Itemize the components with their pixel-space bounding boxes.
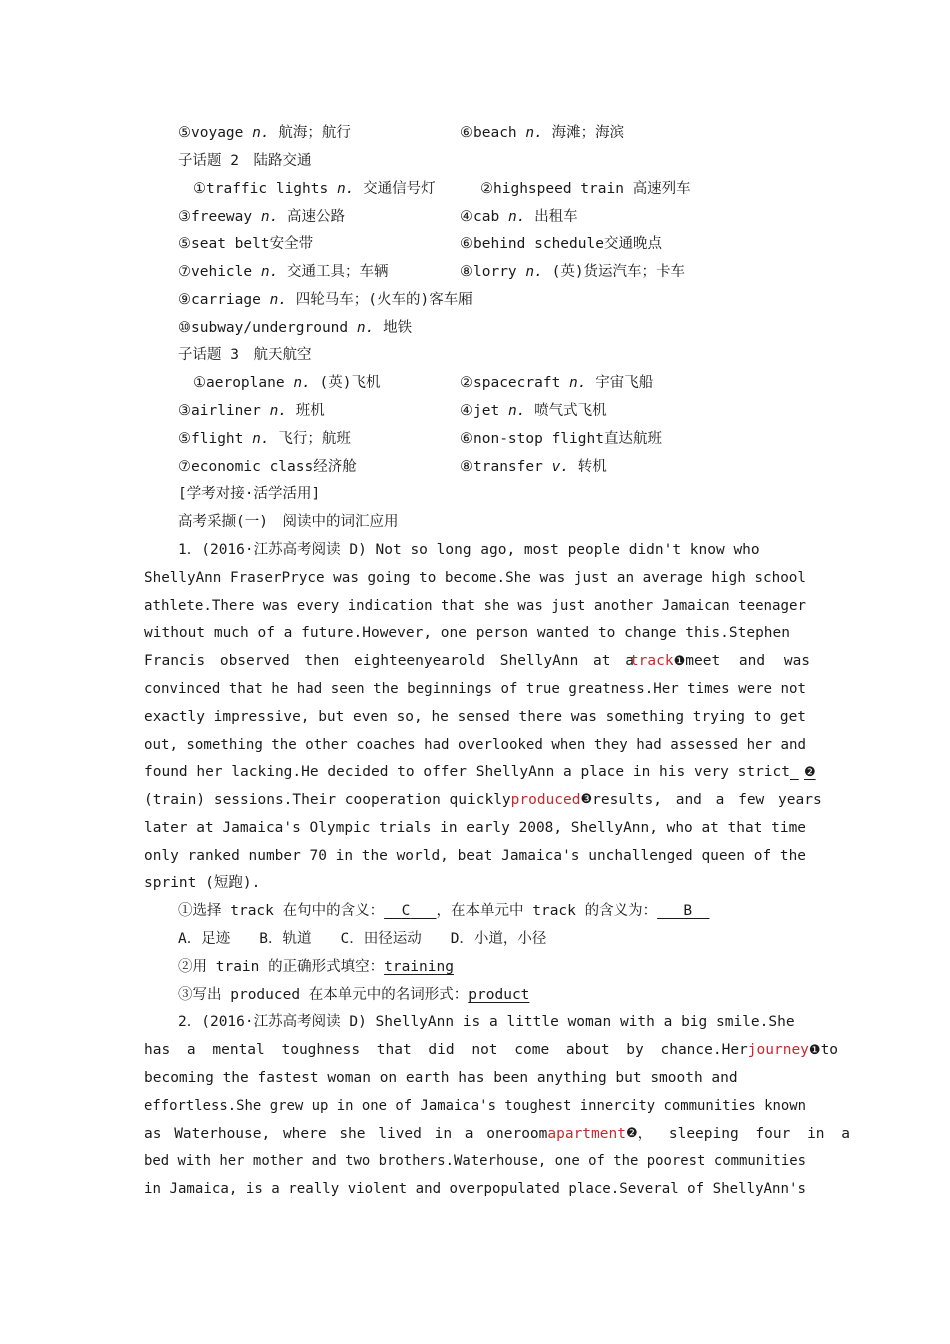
vocab-word: ①traffic lights [193, 181, 329, 197]
vocab-pos: v. [551, 459, 570, 475]
question-3 [178, 985, 840, 1005]
vocab-word: ⑦economic class [178, 459, 314, 475]
passage-text: exactly impressive, but even so, he sensed there was something trying to get [144, 709, 806, 725]
vocab-row [178, 290, 840, 310]
vocab-row [178, 262, 840, 282]
vocab-def: 安全带 [269, 236, 314, 252]
passage-text: in Jamaica, is a really violent and overpopulated place.Several of ShellyAnn's [144, 1181, 806, 1197]
passage-line [144, 735, 806, 755]
vocab-def: 宇宙飞船 [595, 375, 654, 391]
vocab-row [178, 123, 840, 143]
passage-line [144, 1124, 850, 1144]
passage-line [178, 540, 806, 560]
passage-line [144, 707, 806, 727]
passage-line [144, 1151, 806, 1171]
footnote-mark: ❷ [804, 765, 816, 780]
vocab-pos: n. [507, 209, 526, 225]
vocab-pos: n. [252, 125, 270, 141]
vocab-col2 [460, 262, 685, 282]
question-text: ，在本单元中 track 的含义为： [436, 903, 658, 919]
highlight-journey: journey [747, 1042, 809, 1058]
vocab-word: ④jet [460, 403, 500, 419]
passage-line [144, 1040, 839, 1061]
vocab-row [178, 234, 840, 254]
passage-text: as Waterhouse, where she lived in a oneroom [144, 1126, 548, 1142]
vocab-word: ⑦vehicle [178, 264, 253, 280]
passage-text: bed with her mother and two brothers.Waterhouse, one of the poorest communities [144, 1153, 806, 1169]
answer-text: C [401, 903, 411, 919]
vocab-word: ⑥non-stop flight [460, 431, 604, 447]
vocab-def: 地铁 [383, 320, 413, 336]
vocab-row [178, 401, 840, 421]
passage-text: 1．(2016·江苏高考阅读 D) Not so long ago, most people didn't know who [178, 542, 760, 558]
vocab-col2 [480, 179, 691, 199]
vocab-pos: n. [269, 292, 288, 308]
vocab-col2 [460, 123, 624, 143]
vocab-word: ②spacecraft [460, 375, 561, 391]
answer-blank-2 [657, 903, 709, 919]
passage-line [144, 623, 806, 643]
footnote-mark: ❸ [580, 792, 593, 807]
vocab-pos: n. [260, 264, 279, 280]
vocab-row [178, 429, 840, 449]
vocab-def: 四轮马车；(火车的)客车厢 [295, 292, 473, 308]
vocab-def: 转机 [577, 459, 607, 475]
highlight-track: track [629, 653, 674, 669]
passage-line: sprint (短跑). [144, 875, 261, 891]
vocab-col2 [460, 429, 662, 449]
vocab-def: 交通晚点 [603, 236, 662, 252]
passage-line [144, 568, 806, 588]
highlight-word [630, 651, 685, 672]
vocab-row [193, 179, 855, 199]
vocab-row [193, 373, 855, 393]
vocab-pos: n. [525, 264, 543, 280]
vocab-word: ⑤flight [178, 431, 244, 447]
passage-text: only ranked number 70 in the world, beat Jamaica's unchallenged queen of the [144, 848, 806, 864]
passage-text: ， sleeping four in a [637, 1126, 850, 1142]
vocab-def: 高速公路 [287, 209, 346, 225]
footnote-mark: ❷ [625, 1126, 638, 1141]
vocab-pos: n. [569, 375, 587, 391]
vocab-row [178, 457, 840, 477]
answer-text: training [384, 959, 454, 975]
vocab-def: 班机 [295, 403, 325, 419]
vocab-word: ①aeroplane [193, 375, 285, 391]
passage-line [144, 1179, 806, 1199]
passage-text: effortless.She grew up in one of Jamaica's toughest innercity communities known [144, 1098, 806, 1114]
vocab-def: (英)货运汽车；卡车 [551, 264, 686, 280]
passage-line [144, 790, 822, 810]
passage-text: found her lacking.He decided to offer ShellyAnn a place in his very strict [144, 764, 791, 780]
vocab-def: (英)飞机 [319, 375, 381, 391]
passage-line [144, 1096, 806, 1116]
vocab-def: 喷气式飞机 [534, 403, 607, 419]
answer-text: B [683, 903, 693, 919]
vocab-word: ⑥behind schedule [460, 236, 604, 252]
vocab-col2 [460, 457, 607, 477]
vocab-word: ⑤voyage [178, 125, 244, 141]
vocab-row [178, 207, 840, 227]
vocab-word: ③freeway [178, 209, 253, 225]
passage-line [144, 1068, 806, 1088]
vocab-pos: n. [525, 125, 543, 141]
subsection-header: 高考采撷(一) 阅读中的词汇应用 [178, 514, 399, 530]
vocab-col2 [460, 401, 607, 421]
vocab-word: ⑧lorry [460, 264, 517, 280]
vocab-col2 [460, 234, 662, 254]
passage-line [178, 1012, 806, 1032]
vocab-word: ⑤seat belt [178, 236, 270, 252]
vocab-col2 [460, 207, 578, 227]
vocab-row [178, 318, 840, 338]
vocab-pos: n. [269, 403, 288, 419]
passage-text: meet and was [685, 653, 811, 669]
vocab-pos: n. [293, 375, 311, 391]
vocab-def: 交通工具；车辆 [287, 264, 389, 280]
answer-blank-1 [384, 903, 436, 919]
vocab-def: 海滩；海滨 [551, 125, 625, 141]
passage-text: has a mental toughness that did not come about by chance.Her [144, 1042, 748, 1058]
vocab-word: ②highspeed train [480, 181, 624, 197]
passage-text: out, something the other coaches had overlooked when they had assessed her and [144, 737, 806, 753]
passage-line [144, 679, 806, 699]
passage-line [144, 596, 806, 616]
vocab-pos: n. [336, 181, 355, 197]
answer-text: product [468, 987, 530, 1003]
passage-text: to [820, 1042, 839, 1058]
vocab-pos: n. [260, 209, 279, 225]
vocab-word: ⑧transfer [460, 459, 543, 475]
vocab-def: 高速列车 [632, 181, 691, 197]
passage-line [144, 846, 806, 866]
passage-text: later at Jamaica's Olympic trials in early 2008, ShellyAnn, who at that time [144, 820, 806, 836]
question-2 [178, 957, 840, 977]
section-header: [学考对接·活学活用] [178, 486, 321, 502]
passage-text: convinced that he had seen the beginnings of true greatness.Her times were not [144, 681, 806, 697]
vocab-def: 航海；航行 [278, 125, 351, 141]
footnote-mark: ❶ [673, 654, 686, 669]
vocab-word: ④cab [460, 209, 500, 225]
subtopic-title: 子话题 3 航天航空 [178, 347, 312, 363]
passage-text: ShellyAnn FraserPryce was going to become.She was just an average high school [144, 570, 806, 586]
highlight-word [748, 1040, 821, 1061]
options: A．足迹 B．轨道 C．田径运动 D．小道，小径 [178, 931, 547, 947]
question-1 [178, 901, 840, 921]
passage-text: becoming the fastest woman on earth has been anything but smooth and [144, 1070, 738, 1086]
vocab-word: ⑩subway/underground [178, 320, 349, 336]
vocab-def: 飞行；航班 [278, 431, 351, 447]
vocab-col2 [460, 373, 653, 393]
vocab-def: 交通信号灯 [363, 181, 436, 197]
vocab-word: ⑥beach [460, 125, 517, 141]
vocab-def: 直达航班 [603, 431, 662, 447]
highlight-produced: produced [510, 792, 581, 808]
passage-line [144, 762, 816, 783]
question-text: ①选择 track 在句中的含义： [178, 903, 385, 919]
subtopic-title: 子话题 2 陆路交通 [178, 153, 312, 169]
passage-line [144, 651, 811, 672]
vocab-pos: n. [356, 320, 375, 336]
blank-gap[interactable] [790, 762, 816, 783]
passage-line [144, 818, 806, 838]
vocab-pos: n. [252, 431, 270, 447]
passage-text: athlete.There was every indication that she was just another Jamaican teenager [144, 598, 806, 614]
passage-text: results, and a few years [592, 792, 822, 808]
vocab-pos: n. [507, 403, 526, 419]
vocab-word: ③airliner [178, 403, 261, 419]
passage-text: (train) sessions.Their cooperation quickly [144, 792, 511, 808]
passage-text: without much of a future.However, one person wanted to change this.Stephen [144, 625, 791, 641]
vocab-def: 经济舱 [313, 459, 357, 475]
passage-text: 2．(2016·江苏高考阅读 D) ShellyAnn is a little woman with a big smile.She [178, 1014, 795, 1030]
passage-text: Francis observed then eighteenyearold ShellyAnn at a [144, 653, 634, 669]
footnote-mark: ❶ [808, 1043, 821, 1058]
highlight-apartment: apartment [547, 1126, 626, 1142]
question-text: ③写出 produced 在本单元中的名词形式： [178, 987, 469, 1003]
vocab-def: 出租车 [534, 209, 578, 225]
vocab-word: ⑨carriage [178, 292, 261, 308]
question-text: ②用 train 的正确形式填空： [178, 959, 385, 975]
